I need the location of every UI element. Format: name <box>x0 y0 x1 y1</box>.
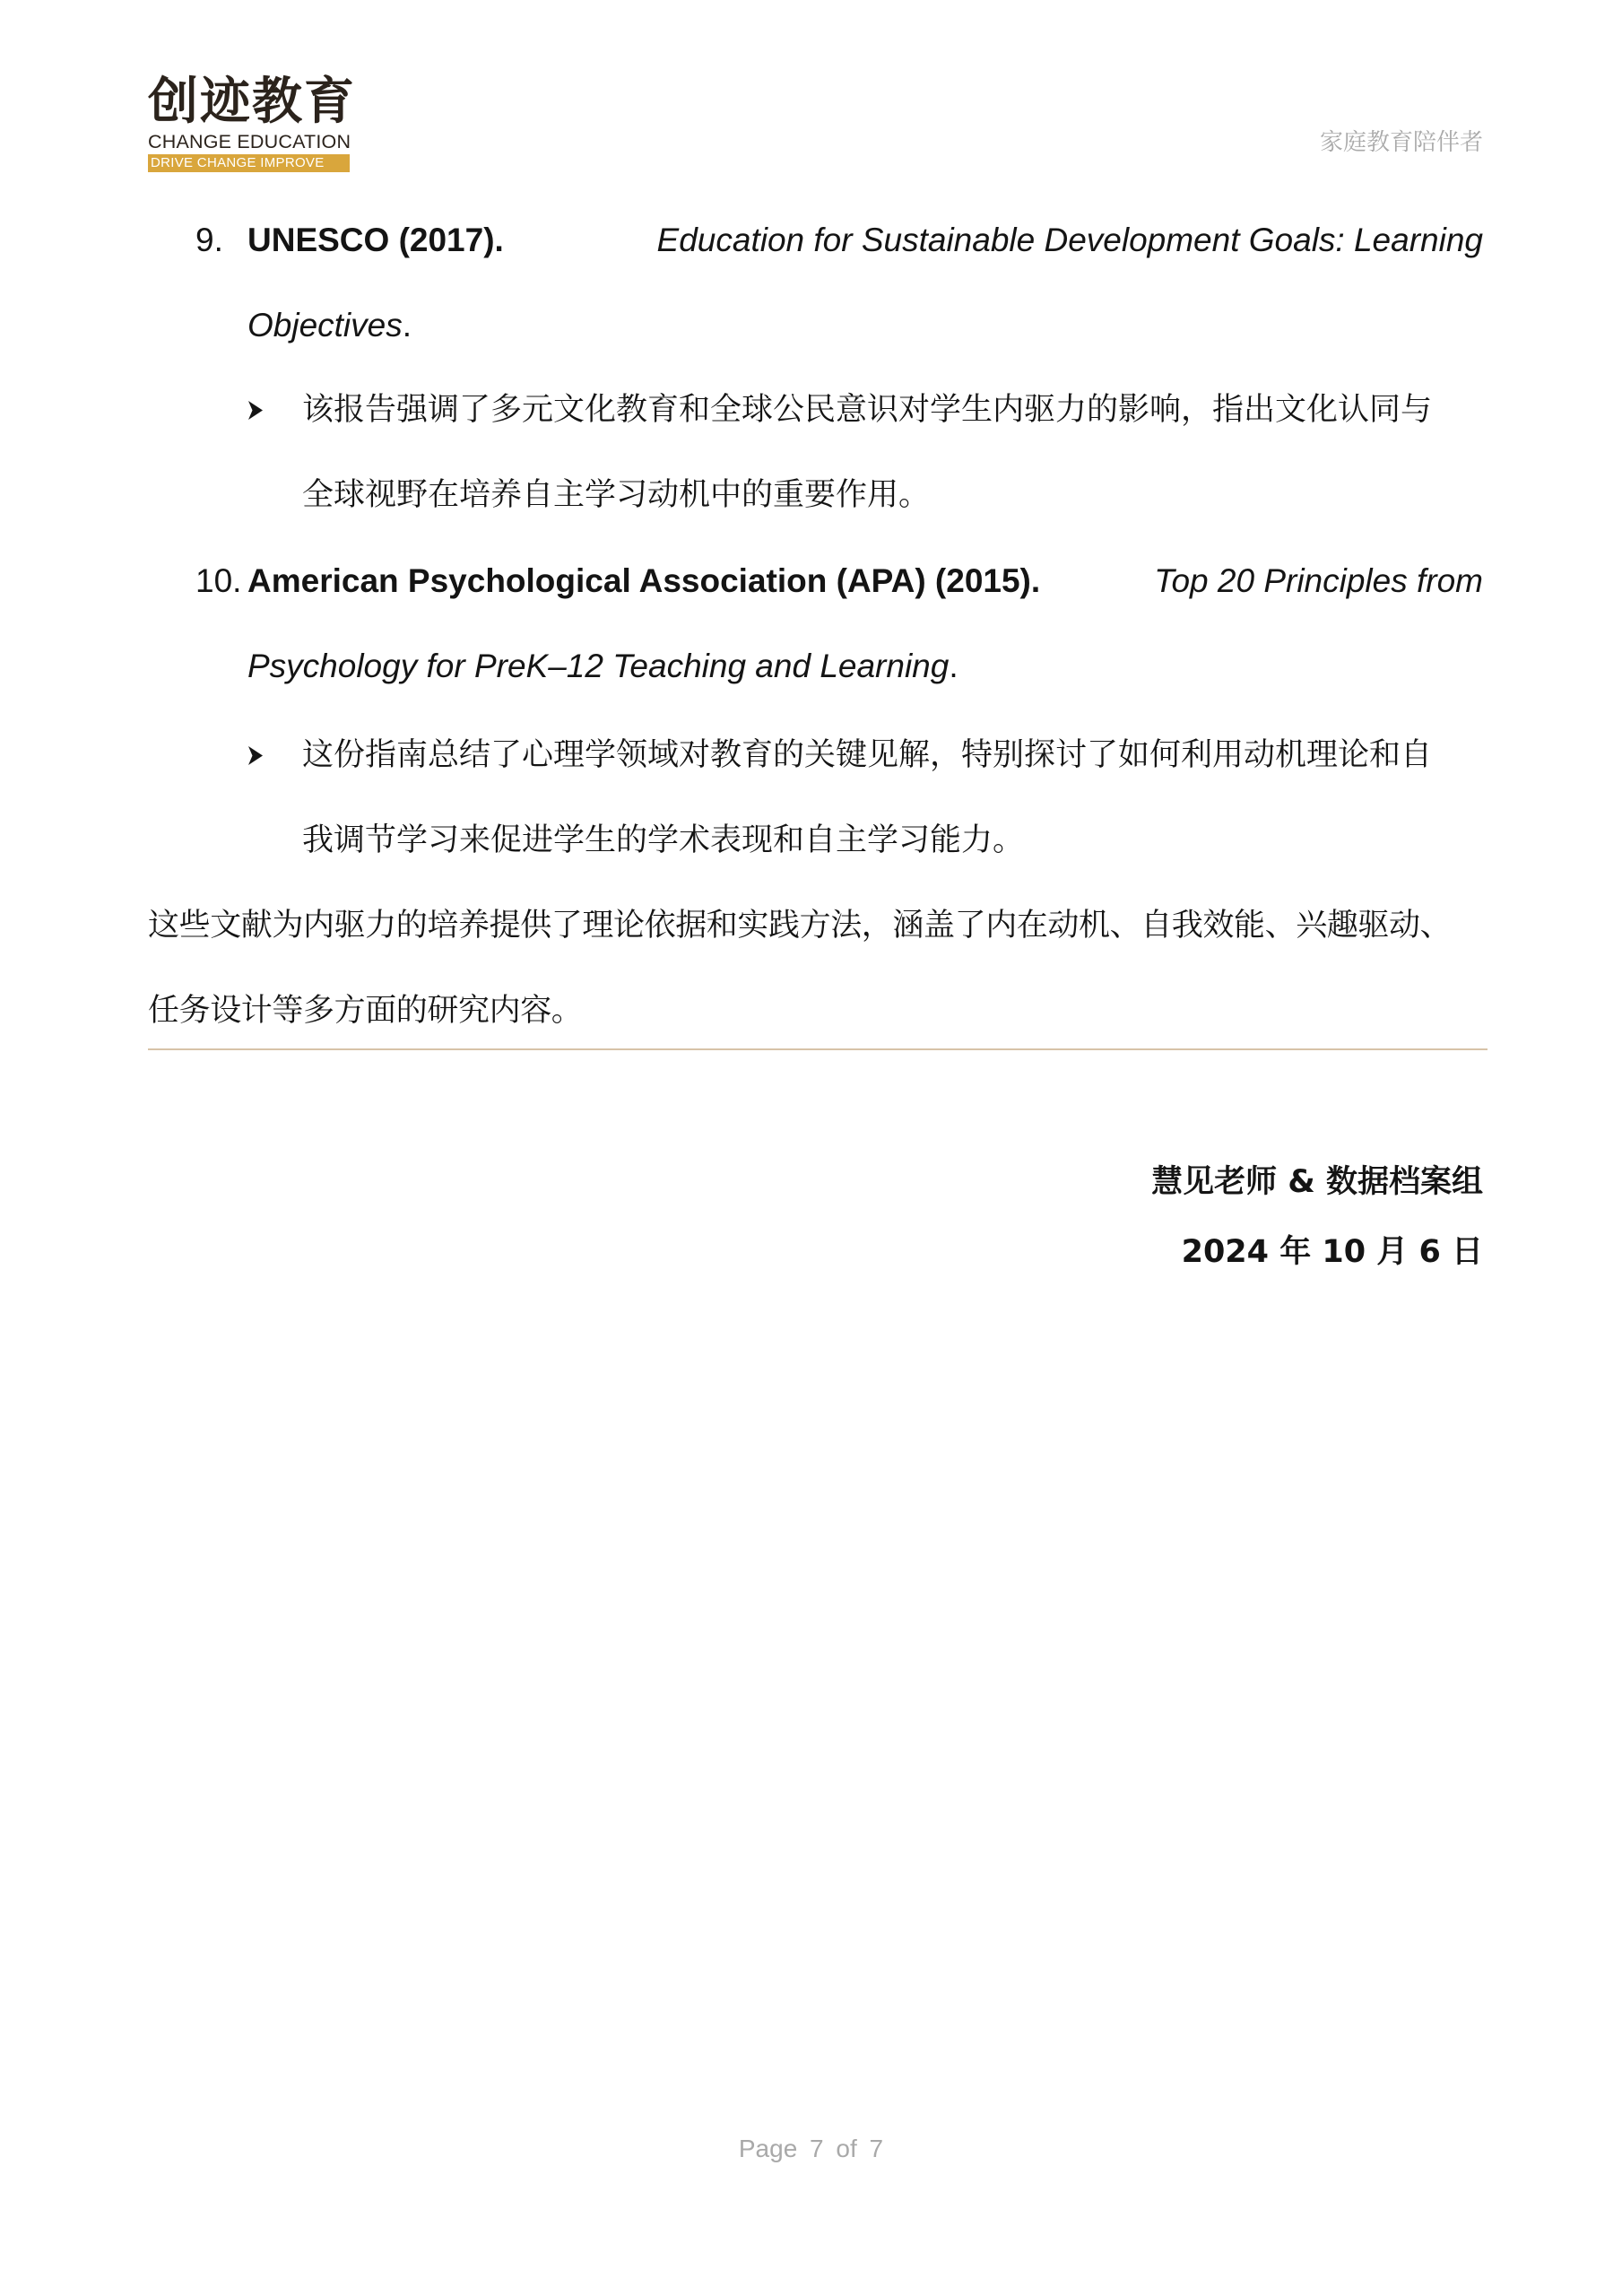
reference-line-1 <box>195 538 1483 623</box>
note-text-line-1: 这份指南总结了心理学领域对教育的关键见解，特别探讨了如何利用动机理论和自 <box>302 737 1433 773</box>
summary-paragraph <box>148 883 1483 1054</box>
note-text-line-2: 全球视野在培养自主学习动机中的重要作用。 <box>302 477 931 513</box>
reference-title-line-2: Objectives <box>247 307 403 344</box>
reference-title-line-2: Psychology for PreK–12 Teaching and Learning <box>247 648 950 684</box>
logo-chinese-name: 创迹教育 <box>148 73 356 131</box>
note-text-line-1 <box>302 368 1483 453</box>
reference-number: 10. <box>195 562 242 599</box>
summary-line-2: 任务设计等多方面的研究内容。 <box>148 993 583 1029</box>
reference-item-9 <box>195 197 1483 368</box>
note-line-1 <box>247 368 1483 453</box>
note-line-2 <box>247 453 1483 538</box>
reference-line-2 <box>195 623 1483 709</box>
note-text: 该报告强调了多元文化教育和全球公民意识对学生内驱力的影响，指出文化认同与 <box>302 392 1433 428</box>
reference-citation-second-line <box>247 283 412 368</box>
signature-date: 2024 年 10 月 6 日 <box>1181 1234 1483 1270</box>
logo-english-name: CHANGE EDUCATION <box>148 131 351 152</box>
signature-authors: 慧见老师 & 数据档案组 <box>1151 1164 1483 1200</box>
reference-citation-first-line <box>247 538 1483 623</box>
note-line-1 <box>247 713 1483 798</box>
reference-line-1 <box>195 197 1483 283</box>
reference-note-10 <box>247 713 1483 883</box>
reference-citation-first-line <box>247 197 1483 283</box>
reference-trailing: . <box>949 648 958 684</box>
reference-citation-second-line <box>247 623 958 709</box>
note-text-line-2: 我调节学习来促进学生的学术表现和自主学习能力。 <box>302 822 1025 858</box>
reference-note-9 <box>247 368 1483 538</box>
reference-title-line-1: Top 20 Principles from <box>1154 562 1483 599</box>
reference-trailing: . <box>402 307 412 344</box>
reference-item-10 <box>195 538 1483 709</box>
reference-title-line-1: Education for Sustainable Development Goals: Learning <box>656 222 1483 258</box>
brand-logo <box>148 74 354 172</box>
reference-line-2 <box>195 283 1483 368</box>
reference-author-year: UNESCO (2017). <box>247 222 504 258</box>
note-line-2 <box>247 798 1483 883</box>
header-slogan: 家庭教育陪伴者 <box>1319 129 1483 156</box>
logo-tagline: DRIVE CHANGE IMPROVE <box>148 154 350 172</box>
reference-number: 9. <box>195 222 223 258</box>
summary-line-1: 这些文献为内驱力的培养提供了理论依据和实践方法，涵盖了内在动机、自我效能、兴趣驱动、 <box>148 908 1452 944</box>
section-divider <box>148 1048 1488 1050</box>
reference-author-year: American Psychological Association (APA) (2015). <box>247 562 1041 599</box>
page-number: Page 7 of 7 <box>738 2135 884 2162</box>
